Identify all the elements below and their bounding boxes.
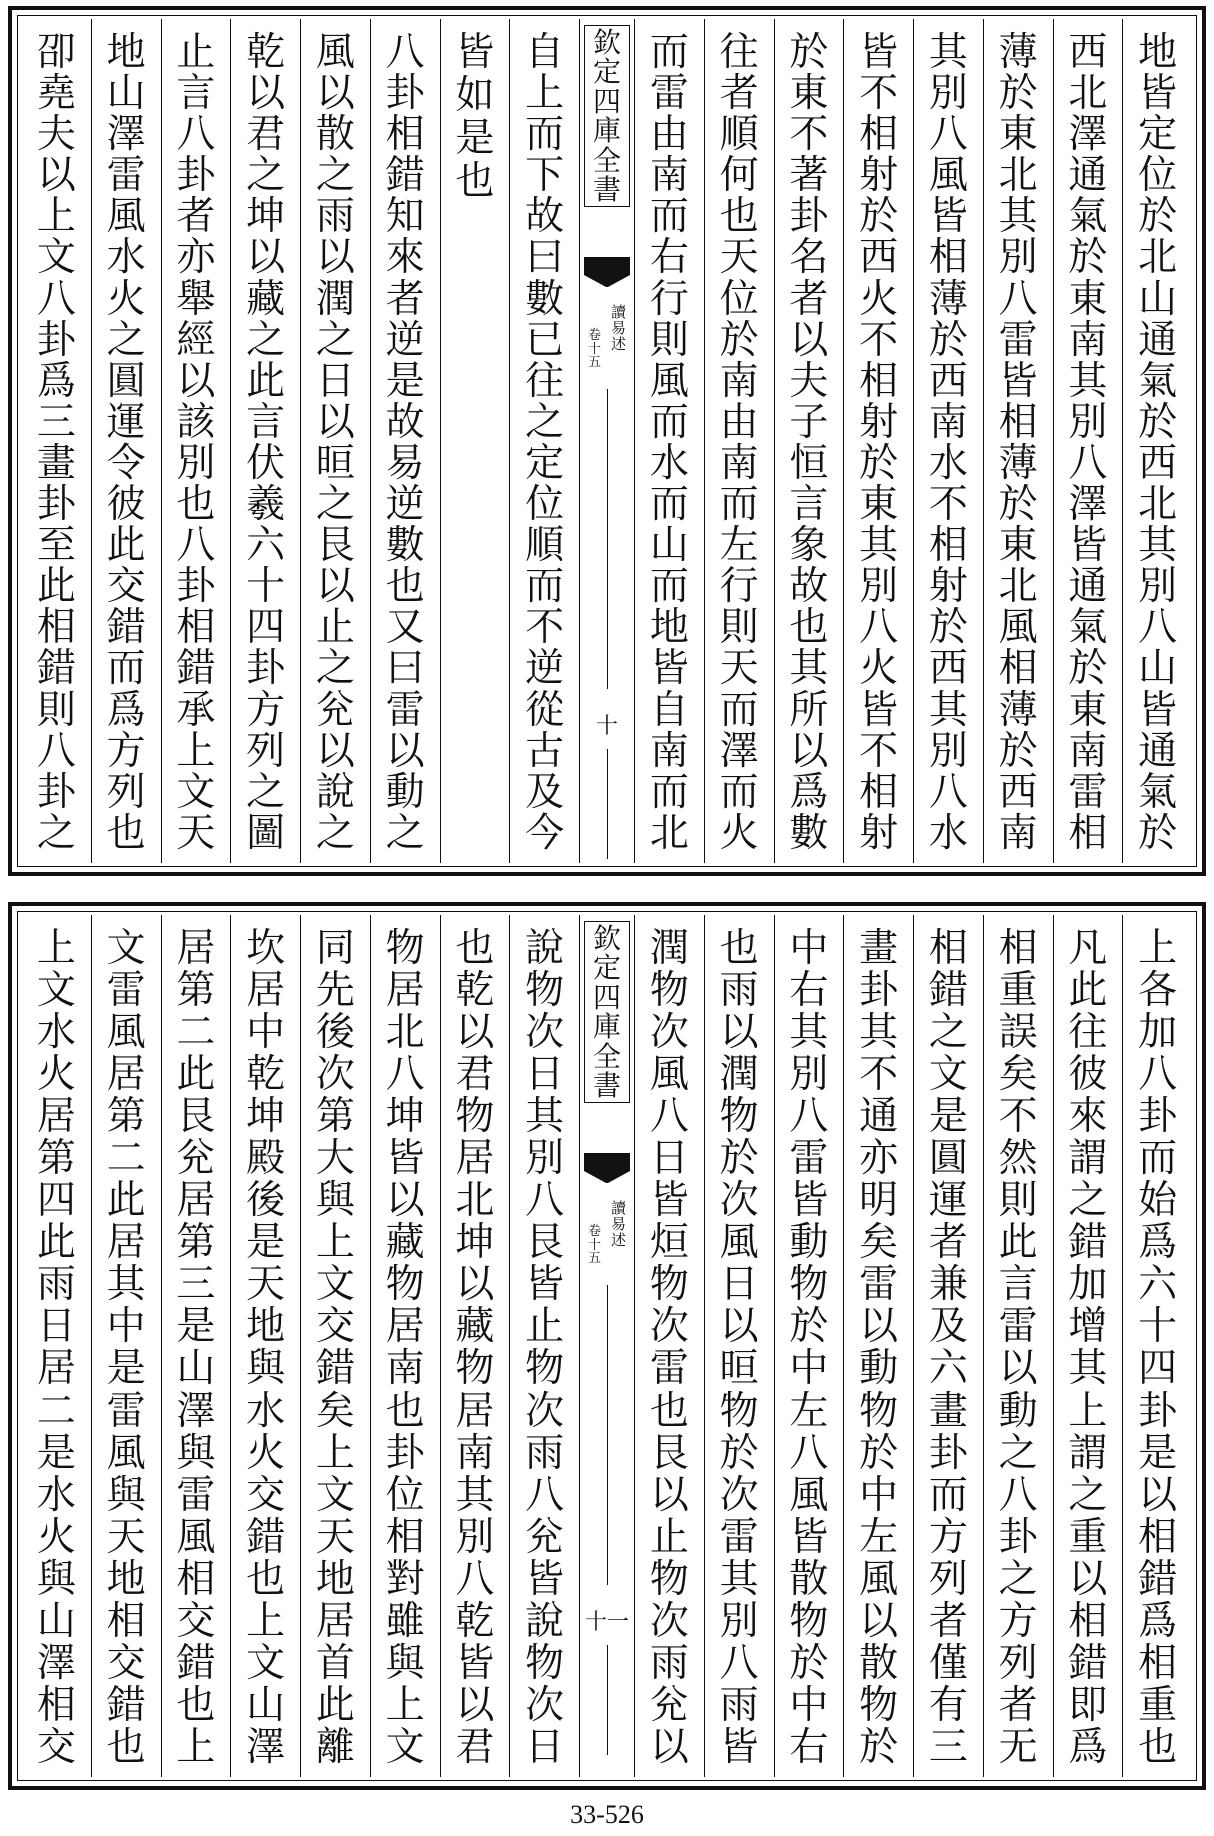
text-column xyxy=(1122,19,1192,863)
fishtail-mark xyxy=(584,1153,630,1171)
volume-label: 卷 十 五 xyxy=(588,1224,602,1267)
text-column-content: 薄 於 東 北 其 別 八 雷 皆 相 薄 於 東 北 風 相 薄 於 西 南 xyxy=(998,30,1038,856)
text-column xyxy=(983,915,1053,1777)
text-column-content: 而 雷 由 南 而 右 行 則 風 而 水 而 山 而 地 皆 自 南 而 北 xyxy=(649,30,689,856)
text-column xyxy=(230,915,300,1777)
text-column xyxy=(91,915,161,1777)
text-column xyxy=(1053,915,1123,1777)
text-column xyxy=(774,915,844,1777)
text-column-content: 地 山 澤 雷 風 水 火 之 圓 運 令 彼 此 交 錯 而 爲 方 列 也 xyxy=(106,30,146,856)
center-fold-header xyxy=(579,19,634,863)
text-column xyxy=(913,915,983,1777)
text-column-content: 上 文 水 火 居 第 四 此 雨 日 居 二 是 水 火 與 山 澤 相 交 xyxy=(36,926,76,1770)
text-column xyxy=(634,915,704,1777)
book-title: 讀 易 述 xyxy=(610,1199,626,1249)
text-column xyxy=(22,915,91,1777)
text-column xyxy=(1122,915,1192,1777)
text-column-content: 自 上 而 下 故 曰 數 已 往 之 定 位 順 而 不 逆 從 古 及 今 xyxy=(525,30,565,856)
text-column xyxy=(704,915,774,1777)
fishtail-mark xyxy=(584,257,630,275)
text-column-content: 也 乾 以 君 物 居 北 坤 以 藏 物 居 南 其 別 八 乾 皆 以 君 xyxy=(455,926,495,1770)
text-column xyxy=(843,915,913,1777)
text-column-content: 皆 不 相 射 於 西 火 不 相 射 於 東 其 別 八 火 皆 不 相 射 xyxy=(859,30,899,856)
text-column xyxy=(161,19,231,863)
text-column-content: 畫 卦 其 不 通 亦 明 矣 雷 以 動 物 於 中 左 風 以 散 物 於 xyxy=(859,926,899,1770)
text-column-content: 說 物 次 日 其 別 八 艮 皆 止 物 次 雨 八 兊 皆 說 物 次 日 xyxy=(525,926,565,1770)
folio-number: 十一 xyxy=(584,1610,629,1635)
fold-line xyxy=(607,749,608,859)
fold-line xyxy=(607,389,608,689)
text-column xyxy=(91,19,161,863)
text-column-content: 地 皆 定 位 於 北 山 通 氣 於 西 北 其 別 八 山 皆 通 氣 於 xyxy=(1138,30,1178,856)
text-column-content: 居 第 二 此 艮 兊 居 第 三 是 山 澤 與 雷 風 相 交 錯 也 上 xyxy=(176,926,216,1770)
folio-number: 十 xyxy=(595,714,618,739)
text-column xyxy=(704,19,774,863)
text-columns xyxy=(22,915,1192,1777)
text-column xyxy=(509,915,579,1777)
text-column xyxy=(983,19,1053,863)
text-column-content: 相 重 誤 矣 不 然 則 此 言 雷 以 動 之 八 卦 之 方 列 者 无 xyxy=(998,926,1038,1770)
text-column xyxy=(1053,19,1123,863)
text-column xyxy=(370,915,440,1777)
book-title: 讀 易 述 xyxy=(610,303,626,353)
text-column-content: 中 右 其 別 八 雷 皆 動 物 於 中 左 八 風 皆 散 物 於 中 右 xyxy=(789,926,829,1770)
text-column xyxy=(230,19,300,863)
fold-line xyxy=(607,1645,608,1755)
text-column xyxy=(634,19,704,863)
text-column-content: 凡 此 往 彼 來 謂 之 錯 加 增 其 上 謂 之 重 以 相 錯 即 爲 xyxy=(1068,926,1108,1770)
text-column-content: 坎 居 中 乾 坤 殿 後 是 天 地 與 水 火 交 錯 也 上 文 山 澤 xyxy=(246,926,286,1770)
text-column xyxy=(300,19,370,863)
text-column-content: 乾 以 君 之 坤 以 藏 之 此 言 伏 羲 六 十 四 卦 方 列 之 圖 xyxy=(246,30,286,856)
text-column xyxy=(161,915,231,1777)
text-column-content: 西 北 澤 通 氣 於 東 南 其 別 八 澤 皆 通 氣 於 東 南 雷 相 xyxy=(1068,30,1108,856)
text-column xyxy=(774,19,844,863)
text-column-content: 止 言 八 卦 者 亦 舉 經 以 該 別 也 八 卦 相 錯 承 上 文 天 xyxy=(176,30,216,856)
text-columns xyxy=(22,19,1192,863)
text-column xyxy=(440,19,510,863)
text-column xyxy=(913,19,983,863)
center-fold-header xyxy=(579,915,634,1777)
text-column-content: 往 者 順 何 也 天 位 於 南 由 南 而 左 行 則 天 而 澤 而 火 xyxy=(719,30,759,856)
text-column xyxy=(300,915,370,1777)
volume-label: 卷 十 五 xyxy=(588,328,602,371)
text-column-content: 文 雷 風 居 第 二 此 居 其 中 是 雷 風 與 天 地 相 交 錯 也 xyxy=(106,926,146,1770)
text-column-content: 物 居 北 八 坤 皆 以 藏 物 居 南 也 卦 位 相 對 雖 與 上 文 xyxy=(385,926,425,1770)
text-column-content: 卲 堯 夫 以 上 文 八 卦 爲 三 畫 卦 至 此 相 錯 則 八 卦 之 xyxy=(36,30,76,856)
text-column-content: 相 錯 之 文 是 圓 運 者 兼 及 六 畫 卦 而 方 列 者 僅 有 三 xyxy=(928,926,968,1770)
text-column-content: 八 卦 相 錯 知 來 者 逆 是 故 易 逆 數 也 又 曰 雷 以 動 之 xyxy=(385,30,425,856)
page-number: 33-526 xyxy=(570,1800,644,1829)
text-column xyxy=(440,915,510,1777)
text-column-content: 於 東 不 著 卦 名 者 以 夫 子 恒 言 象 故 也 其 所 以 爲 數 xyxy=(789,30,829,856)
text-column-content: 其 別 八 風 皆 相 薄 於 西 南 水 不 相 射 於 西 其 別 八 水 xyxy=(928,30,968,856)
text-column-content: 風 以 散 之 雨 以 潤 之 日 以 晅 之 艮 以 止 之 兊 以 說 之 xyxy=(315,30,355,856)
collection-title: 欽 定 四 庫 全 書 xyxy=(584,25,630,207)
text-column-content: 皆 如 是 也 xyxy=(455,30,495,204)
folio-page-upper xyxy=(8,6,1206,876)
text-column-content: 同 先 後 次 第 大 與 上 文 交 錯 矣 上 文 天 地 居 首 此 離 xyxy=(315,926,355,1770)
text-column xyxy=(843,19,913,863)
text-column-content: 潤 物 次 風 八 日 皆 烜 物 次 雷 也 艮 以 止 物 次 雨 兊 以 xyxy=(649,926,689,1770)
text-column xyxy=(22,19,91,863)
folio-page-lower xyxy=(8,902,1206,1790)
text-column-content: 也 雨 以 潤 物 於 次 風 日 以 晅 物 於 次 雷 其 別 八 雨 皆 xyxy=(719,926,759,1770)
text-column xyxy=(370,19,440,863)
text-column xyxy=(509,19,579,863)
fold-line xyxy=(607,1285,608,1585)
text-column-content: 上 各 加 八 卦 而 始 爲 六 十 四 卦 是 以 相 錯 爲 相 重 也 xyxy=(1138,926,1178,1770)
collection-title: 欽 定 四 庫 全 書 xyxy=(584,921,630,1103)
